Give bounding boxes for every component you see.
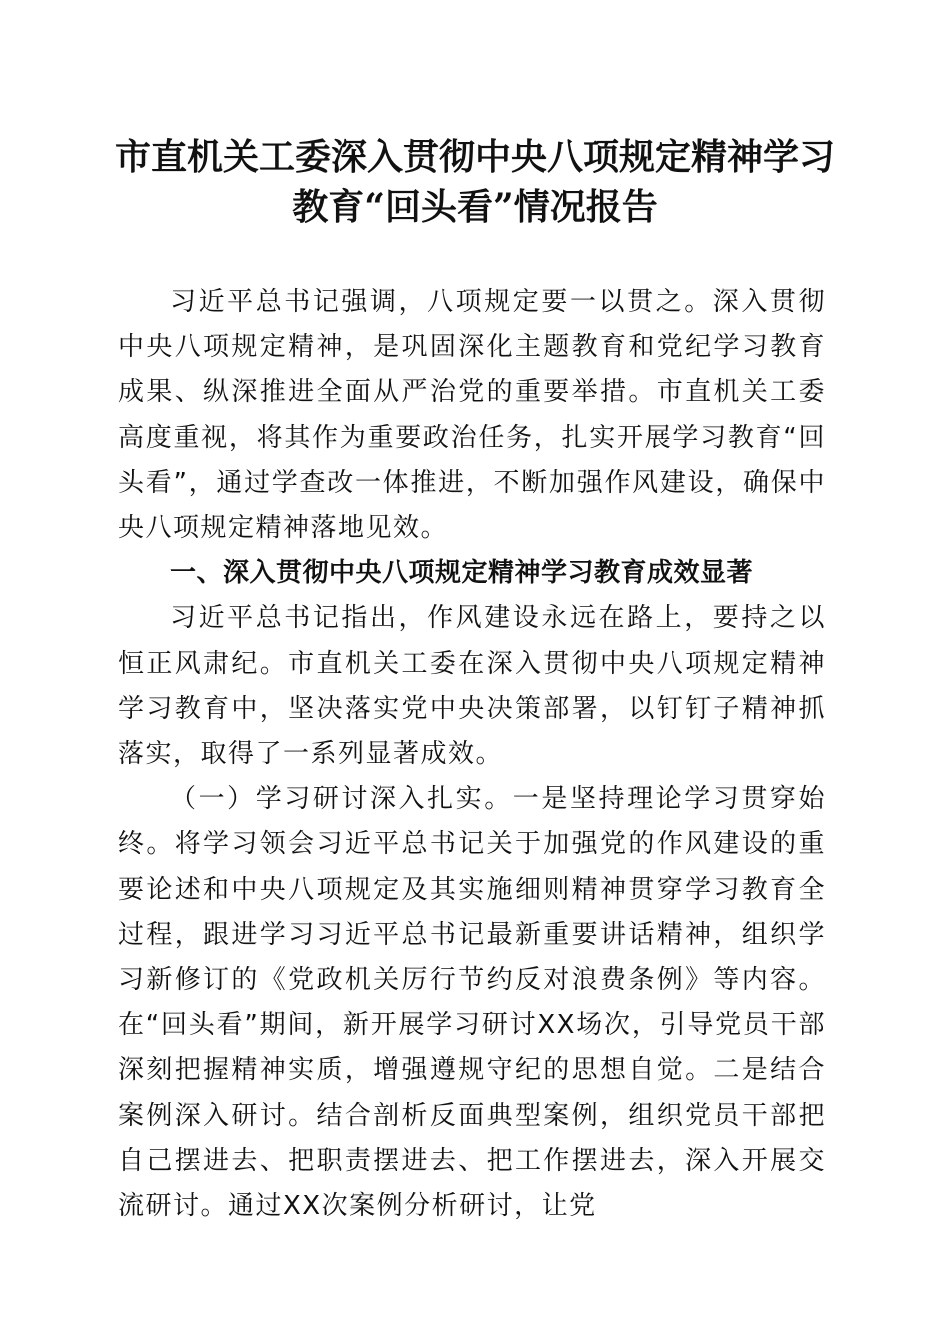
title-line-1: 市直机关工委深入贯彻中央八项规定精神学习 [114, 136, 835, 178]
title-line-2: 教育“回头看”情况报告 [292, 186, 658, 228]
document-title [80, 132, 870, 232]
section-1-paragraph: 习近平总书记指出，作风建设永远在路上，要持之以恒正风肃纪。市直机关工委在深入贯彻中央八项规定精神学习教育中，坚决落实党中央决策部署，以钉钉子精神抓落实，取得了一系列显著成效。 [118, 603, 826, 770]
section-1-heading: 一、深入贯彻中央八项规定精神学习教育成效显著 [170, 558, 754, 589]
subsection-1-paragraph: （一）学习研讨深入扎实。一是坚持理论学习贯穿始终。将学习领会习近平总书记关于加强党的作风建设的重要论述和中央八项规定及其实施细则精神贯穿学习教育全过程，跟进学习习近平总书记最新重要讲话精神，组织学习新修订的《党政机关厉行节约反对浪费条例》等内容。在“回头看”期间，新开展学习研讨XX场次，引导党员干部深刻把握精神实质，增强遵规守纪的思想自觉。二是结合案例深入研讨。结合剖析反面典型案例，组织党员干部把自己摆进去、把职责摆进去、把工作摆进去，深入开展交流研讨。通过XX次案例分析研讨，让党 [118, 784, 826, 1222]
document-body [118, 280, 826, 1229]
intro-paragraph: 习近平总书记强调，八项规定要一以贯之。深入贯彻中央八项规定精神，是巩固深化主题教育和党纪学习教育成果、纵深推进全面从严治党的重要举措。市直机关工委高度重视，将其作为重要政治任务，扎实开展学习教育“回头看”，通过学查改一体推进，不断加强作风建设，确保中央八项规定精神落地见效。 [118, 287, 826, 544]
